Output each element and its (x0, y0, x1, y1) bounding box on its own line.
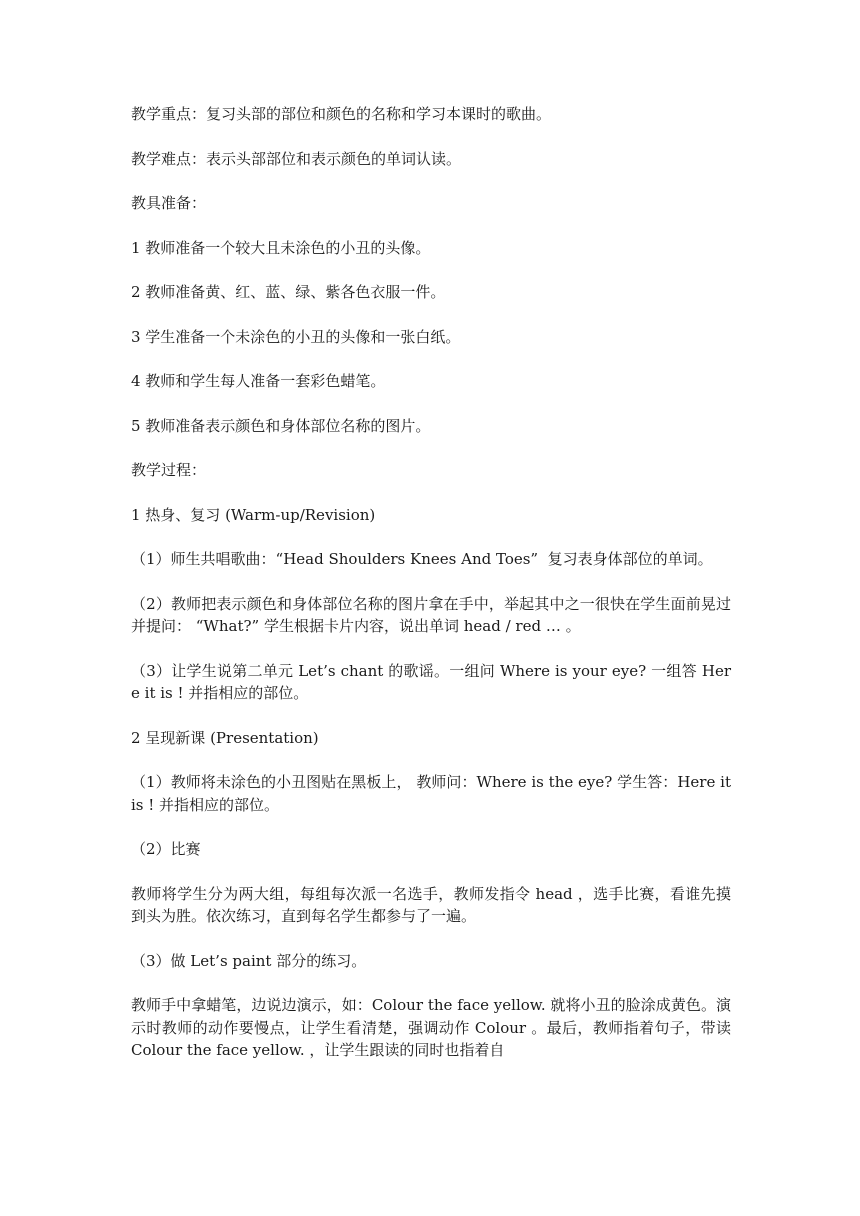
paragraph-material-4: 4 教师和学生每人准备一套彩色蜡笔。 (131, 372, 386, 390)
paragraph-step-1-2: （2）教师把表示颜色和身体部位名称的图片拿在手中，举起其中之一很快在学生面前晃过并提问： “What?” 学生根据卡片内容，说出单词 head / red … 。 (131, 594, 731, 635)
paragraph-step-1-heading: 1 热身、复习 (Warm-up/Revision) (131, 505, 376, 524)
paragraph-material-3: 3 学生准备一个未涂色的小丑的头像和一张白纸。 (131, 327, 461, 346)
document-body (131, 103, 736, 1084)
paragraph-step-2-1: （1）教师将未涂色的小丑图贴在黑板上， 教师问：Where is the eye? 学生答：Here it is ! 并指相应的部位。 (131, 773, 736, 814)
paragraph-key-points: 教学重点：复习头部的部位和颜色的名称和学习本课时的歌曲。 (131, 105, 552, 123)
paragraph-step-2-2: （2）比赛 (131, 840, 201, 858)
paragraph-step-2-3: （3）做 Let’s paint 部分的练习。 (131, 951, 367, 970)
paragraph-difficult-points: 教学难点：表示头部部位和表示颜色的单词认读。 (131, 149, 462, 168)
paragraph-step-1-3: （3）让学生说第二单元 Let’s chant 的歌谣。一组问 Where is your eye? 一组答 Here it is ! 并指相应的部位。 (131, 661, 731, 702)
paragraph-material-5: 5 教师准备表示颜色和身体部位名称的图片。 (131, 416, 431, 435)
paragraph-process-heading: 教学过程： (131, 461, 207, 479)
paragraph-step-2-heading: 2 呈现新课 (Presentation) (131, 728, 319, 747)
paragraph-step-2-2-detail: 教师将学生分为两大组，每组每次派一名选手，教师发指令 head ，选手比赛，看谁先摸到头为胜。依次练习，直到每名学生都参与了一遍。 (131, 884, 731, 925)
paragraph-material-1: 1 教师准备一个较大且未涂色的小丑的头像。 (131, 238, 431, 257)
paragraph-step-2-3-detail: 教师手中拿蜡笔，边说边演示，如：Colour the face yellow. 就将小丑的脸涂成黄色。演示时教师的动作要慢点，让学生看清楚，强调动作 Colour 。最后，教师指着句子，带读 Colour the face yellow. ，让学生跟读的同时也指着自 (131, 996, 736, 1059)
paragraph-material-2: 2 教师准备黄、红、蓝、绿、紫各色衣服一件。 (131, 283, 446, 301)
paragraph-materials-heading: 教具准备： (131, 194, 207, 212)
paragraph-step-1-1: （1）师生共唱歌曲：“Head Shoulders Knees And Toes” 复习表身体部位的单词。 (131, 550, 713, 568)
